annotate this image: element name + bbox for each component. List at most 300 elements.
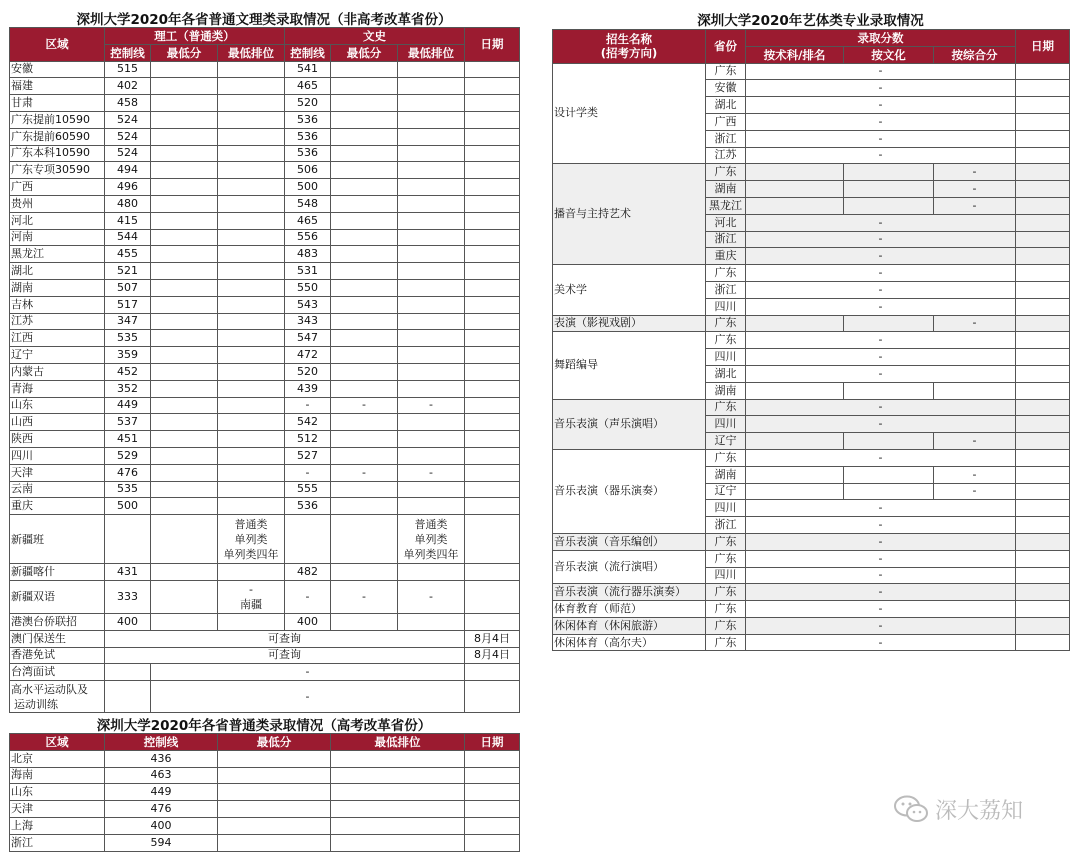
table-row [10, 613, 520, 630]
note-cell [218, 580, 285, 613]
table-row [10, 481, 520, 498]
col-program-line: (招考方向) [600, 46, 658, 61]
arts-min-rank-cell [398, 212, 465, 229]
table-cell [465, 363, 520, 380]
province-cell: 广东 [706, 63, 746, 80]
table-cell [218, 801, 331, 818]
table-row [10, 414, 520, 431]
region-cell: 四川 [10, 447, 105, 464]
col-date: 日期 [465, 28, 520, 62]
table-row [553, 449, 1070, 466]
table-row [10, 179, 520, 196]
province-cell: 广东 [706, 617, 746, 634]
table-cell [465, 195, 520, 212]
note-line: 普通类 [414, 517, 448, 531]
table-row [10, 279, 520, 296]
province-cell: 广东 [706, 634, 746, 651]
arts-min-score-cell [331, 431, 398, 448]
table-cell [746, 164, 844, 181]
date-cell [1016, 231, 1070, 248]
col-date: 日期 [465, 734, 520, 751]
table-cell [218, 397, 285, 414]
table-cell [218, 179, 285, 196]
program-cell: 音乐表演（流行器乐演奏） [553, 584, 706, 601]
table-row [553, 584, 1070, 601]
region-cell: 江西 [10, 330, 105, 347]
date-cell [1016, 315, 1070, 332]
region-cell: 广东提前10590 [10, 111, 105, 128]
table-row [10, 363, 520, 380]
table-row [10, 767, 520, 784]
table-row [553, 550, 1070, 567]
note-line: 单列类 [414, 532, 448, 546]
date-cell [1016, 483, 1070, 500]
table-cell [218, 195, 285, 212]
program-cell: 音乐表演（流行演唱） [553, 550, 706, 584]
watermark [893, 789, 1023, 829]
province-cell: 江苏 [706, 147, 746, 164]
province-cell: 湖北 [706, 97, 746, 114]
arts-min-score-cell [331, 347, 398, 364]
arts-control-cell: 472 [285, 347, 331, 364]
date-cell [1016, 63, 1070, 80]
table-row [10, 447, 520, 464]
date-cell [1016, 416, 1070, 433]
arts-min-rank-cell [398, 145, 465, 162]
table-row [10, 229, 520, 246]
science-control-cell: 480 [105, 195, 151, 212]
rank-score-cell: - [746, 365, 1016, 382]
rank-score-cell: - [746, 265, 1016, 282]
region-cell: 河南 [10, 229, 105, 246]
table-row [553, 634, 1070, 651]
province-cell: 广东 [706, 332, 746, 349]
region-cell: 吉林 [10, 296, 105, 313]
table-cell [465, 801, 520, 818]
table-cell [151, 128, 218, 145]
value-cell: - [151, 664, 465, 681]
table3-title: 深圳大学2020年艺体类专业录取情况 [697, 13, 924, 29]
table-cell [465, 263, 520, 280]
region-cell: 上海 [10, 817, 105, 834]
control-cell: 594 [105, 834, 218, 851]
arts-min-rank-cell [398, 431, 465, 448]
rank-score-cell: - [746, 248, 1016, 265]
region-cell: 天津 [10, 464, 105, 481]
program-cell: 美术学 [553, 265, 706, 315]
arts-min-score-cell [331, 145, 398, 162]
arts-min-score-cell [331, 447, 398, 464]
program-cell: 音乐表演（音乐编创） [553, 533, 706, 550]
arts-min-rank-cell [398, 78, 465, 95]
arts-min-rank-cell [398, 498, 465, 515]
table-row [553, 265, 1070, 282]
science-control-cell: 452 [105, 363, 151, 380]
value-cell: - [398, 580, 465, 613]
table-row [553, 164, 1070, 181]
rank-score-cell: - [746, 349, 1016, 366]
table-row [10, 498, 520, 515]
arts-min-score-cell [331, 279, 398, 296]
region-cell: 辽宁 [10, 347, 105, 364]
table-cell [151, 61, 218, 78]
table-cell [151, 431, 218, 448]
table-cell [844, 483, 934, 500]
rank-score-cell: - [746, 298, 1016, 315]
science-control-cell: 402 [105, 78, 151, 95]
combined-score-cell: - [934, 315, 1016, 332]
table2-title: 深圳大学2020年各省普通类录取情况（高考改革省份） [96, 718, 432, 734]
col-arts-control: 控制线 [285, 44, 331, 61]
table2-reform-admission [9, 733, 520, 852]
table-cell [465, 397, 520, 414]
value-cell: 333 [105, 580, 151, 613]
region-cell: 广东专项30590 [10, 162, 105, 179]
table1-title: 深圳大学2020年各省普通文理类录取情况（非高考改革省份） [76, 12, 452, 28]
province-cell: 广东 [706, 315, 746, 332]
rank-score-cell: - [746, 449, 1016, 466]
region-cell: 安徽 [10, 61, 105, 78]
province-cell: 广东 [706, 533, 746, 550]
date-cell [1016, 113, 1070, 130]
table-row [10, 263, 520, 280]
table-row [10, 61, 520, 78]
combined-score-cell: - [934, 181, 1016, 198]
arts-min-score-cell [331, 212, 398, 229]
combined-score-cell: - [934, 433, 1016, 450]
region-cell: 香港免试 [10, 647, 105, 664]
table-cell [218, 145, 285, 162]
col-region: 区域 [10, 734, 105, 751]
table-cell [151, 279, 218, 296]
date-cell [1016, 181, 1070, 198]
table-cell [218, 767, 331, 784]
science-control-cell: 535 [105, 481, 151, 498]
arts-min-rank-cell: - [398, 397, 465, 414]
table-cell [746, 315, 844, 332]
program-cell: 体育教育（师范） [553, 601, 706, 618]
note-line: 单列类 [234, 532, 268, 546]
science-control-cell: 494 [105, 162, 151, 179]
table-cell [465, 313, 520, 330]
value-cell: - [151, 681, 465, 713]
table-row [10, 347, 520, 364]
table-cell [218, 817, 331, 834]
col-region: 区域 [10, 28, 105, 62]
date-cell [1016, 265, 1070, 282]
col-min-rank: 最低排位 [331, 734, 465, 751]
arts-min-score-cell [331, 61, 398, 78]
science-control-cell: 455 [105, 246, 151, 263]
table-cell [218, 212, 285, 229]
col-control: 控制线 [105, 734, 218, 751]
table-cell [465, 380, 520, 397]
table-row [10, 647, 520, 664]
table-cell [465, 95, 520, 112]
arts-min-rank-cell [398, 296, 465, 313]
region-cell: 内蒙古 [10, 363, 105, 380]
arts-min-score-cell [331, 363, 398, 380]
arts-min-score-cell [331, 78, 398, 95]
science-control-cell: 458 [105, 95, 151, 112]
arts-control-cell: 543 [285, 296, 331, 313]
arts-min-score-cell [331, 229, 398, 246]
table-row [10, 681, 520, 713]
rank-score-cell: - [746, 533, 1016, 550]
table-row [10, 145, 520, 162]
table-cell [218, 347, 285, 364]
science-control-cell: 476 [105, 464, 151, 481]
table-cell [151, 498, 218, 515]
table-cell [331, 784, 465, 801]
date-cell [1016, 634, 1070, 651]
table-cell [465, 61, 520, 78]
arts-control-cell: 527 [285, 447, 331, 464]
region-cell: 广东本科10590 [10, 145, 105, 162]
date-cell [1016, 500, 1070, 517]
arts-min-score-cell [331, 195, 398, 212]
arts-control-cell: 506 [285, 162, 331, 179]
table-cell [151, 111, 218, 128]
arts-min-rank-cell [398, 229, 465, 246]
region-cell: 重庆 [10, 498, 105, 515]
table-cell [151, 212, 218, 229]
table-cell [151, 263, 218, 280]
date-cell [1016, 214, 1070, 231]
table-row [10, 834, 520, 851]
table-row [10, 296, 520, 313]
table-cell [218, 447, 285, 464]
arts-control-cell: 550 [285, 279, 331, 296]
province-cell: 辽宁 [706, 433, 746, 450]
table-cell [218, 431, 285, 448]
table-row [10, 162, 520, 179]
region-cell: 海南 [10, 767, 105, 784]
col-province: 省份 [706, 30, 746, 64]
table-row [10, 212, 520, 229]
arts-control-cell: - [285, 464, 331, 481]
arts-control-cell: 542 [285, 414, 331, 431]
table-row [10, 784, 520, 801]
rank-score-cell: - [746, 601, 1016, 618]
region-cell: 台湾面试 [10, 664, 105, 681]
table-row [10, 111, 520, 128]
col-scores: 录取分数 [746, 30, 1016, 47]
science-control-cell: 507 [105, 279, 151, 296]
table-cell [746, 483, 844, 500]
arts-min-rank-cell [398, 61, 465, 78]
science-control-cell: 500 [105, 498, 151, 515]
table-cell [218, 330, 285, 347]
table-cell [465, 179, 520, 196]
region-cell: 青海 [10, 380, 105, 397]
date-cell [1016, 147, 1070, 164]
rank-score-cell: - [746, 567, 1016, 584]
date-cell: 8月4日 [465, 630, 520, 647]
rank-score-cell: - [746, 281, 1016, 298]
table-cell [151, 313, 218, 330]
arts-min-score-cell [331, 179, 398, 196]
province-cell: 四川 [706, 298, 746, 315]
table-row [10, 95, 520, 112]
col-arts: 文史 [285, 28, 465, 45]
table-cell [844, 197, 934, 214]
arts-min-rank-cell [398, 447, 465, 464]
arts-min-score-cell [331, 263, 398, 280]
arts-control-cell: 520 [285, 95, 331, 112]
province-cell: 四川 [706, 416, 746, 433]
date-cell [1016, 332, 1070, 349]
table-cell [218, 784, 331, 801]
arts-min-rank-cell [398, 481, 465, 498]
col-science-min-score: 最低分 [151, 44, 218, 61]
province-cell: 广东 [706, 584, 746, 601]
date-cell [1016, 550, 1070, 567]
region-cell: 山东 [10, 397, 105, 414]
date-cell [1016, 517, 1070, 534]
rank-score-cell: - [746, 130, 1016, 147]
province-cell: 河北 [706, 214, 746, 231]
program-cell: 休闲体育（休闲旅游） [553, 617, 706, 634]
science-control-cell: 521 [105, 263, 151, 280]
combined-score-cell [934, 382, 1016, 399]
arts-min-score-cell [331, 414, 398, 431]
arts-min-rank-cell [398, 246, 465, 263]
table-row [10, 750, 520, 767]
province-cell: 广东 [706, 601, 746, 618]
note-line: 单列类四年 [403, 547, 459, 561]
table-cell [218, 95, 285, 112]
region-cell: 澳门保送生 [10, 630, 105, 647]
region-cell: 福建 [10, 78, 105, 95]
arts-min-score-cell [331, 111, 398, 128]
rank-score-cell: - [746, 399, 1016, 416]
table-cell [218, 363, 285, 380]
table-row [553, 63, 1070, 80]
province-cell: 四川 [706, 500, 746, 517]
region-cell: 山东 [10, 784, 105, 801]
date-cell [1016, 80, 1070, 97]
table-cell [465, 111, 520, 128]
science-control-cell: 529 [105, 447, 151, 464]
table-row [553, 533, 1070, 550]
table-row [10, 313, 520, 330]
table-row [10, 397, 520, 414]
table-cell [151, 78, 218, 95]
province-cell: 浙江 [706, 517, 746, 534]
table-cell [465, 784, 520, 801]
table-cell [465, 330, 520, 347]
rank-score-cell: - [746, 97, 1016, 114]
table-cell [218, 750, 331, 767]
table-row [10, 78, 520, 95]
col-date: 日期 [1016, 30, 1070, 64]
table-cell [465, 212, 520, 229]
date-cell [1016, 449, 1070, 466]
arts-control-cell: 536 [285, 145, 331, 162]
region-cell: 广东提前60590 [10, 128, 105, 145]
rank-score-cell: - [746, 517, 1016, 534]
table-cell [465, 498, 520, 515]
table-cell [218, 78, 285, 95]
arts-control-cell: 465 [285, 78, 331, 95]
table-cell [151, 95, 218, 112]
arts-min-score-cell [331, 498, 398, 515]
rank-score-cell: - [746, 416, 1016, 433]
arts-min-score-cell [331, 246, 398, 263]
rank-score-cell: - [746, 147, 1016, 164]
table-cell [218, 296, 285, 313]
table-cell [465, 279, 520, 296]
table3-arts-sports-admission [552, 29, 1070, 651]
watermark-text: 深大荔知 [935, 798, 1024, 824]
date-cell [1016, 349, 1070, 366]
table-row [10, 464, 520, 481]
science-control-cell: 449 [105, 397, 151, 414]
table-cell [218, 834, 331, 851]
region-cell: 陕西 [10, 431, 105, 448]
table-row [553, 332, 1070, 349]
region-cell: 甘肃 [10, 95, 105, 112]
table-cell [465, 162, 520, 179]
arts-min-rank-cell [398, 263, 465, 280]
arts-min-score-cell [331, 296, 398, 313]
region-cell: 北京 [10, 750, 105, 767]
arts-min-score-cell: - [331, 397, 398, 414]
program-cell: 设计学类 [553, 63, 706, 164]
table-cell [151, 363, 218, 380]
arts-min-score-cell [331, 330, 398, 347]
rank-score-cell: - [746, 332, 1016, 349]
table-row [10, 801, 520, 818]
region-cell: 山西 [10, 414, 105, 431]
table-row [10, 380, 520, 397]
value-cell: 可查询 [105, 647, 465, 664]
table-cell [331, 750, 465, 767]
region-cell: 湖南 [10, 279, 105, 296]
table-row [553, 617, 1070, 634]
table-cell [465, 229, 520, 246]
arts-min-rank-cell [398, 162, 465, 179]
arts-min-rank-cell [398, 128, 465, 145]
province-cell: 四川 [706, 567, 746, 584]
table-cell [844, 164, 934, 181]
arts-min-score-cell [331, 313, 398, 330]
col-program [553, 30, 706, 64]
table-cell [151, 397, 218, 414]
col-min-score: 最低分 [218, 734, 331, 751]
rank-score-cell: - [746, 231, 1016, 248]
province-cell: 广东 [706, 550, 746, 567]
region-line: 运动训练 [14, 697, 58, 711]
province-cell: 浙江 [706, 281, 746, 298]
date-cell [1016, 617, 1070, 634]
col-culture: 按文化 [844, 46, 934, 63]
table-cell [151, 246, 218, 263]
arts-min-rank-cell [398, 313, 465, 330]
table-row [10, 564, 520, 581]
program-cell: 播音与主持艺术 [553, 164, 706, 265]
table-row [10, 580, 520, 613]
note-line: 单列类四年 [223, 547, 279, 561]
control-cell: 449 [105, 784, 218, 801]
table-cell [151, 195, 218, 212]
table-cell [844, 181, 934, 198]
region-cell [10, 681, 105, 713]
region-cell: 云南 [10, 481, 105, 498]
arts-control-cell: 531 [285, 263, 331, 280]
province-cell: 广东 [706, 399, 746, 416]
